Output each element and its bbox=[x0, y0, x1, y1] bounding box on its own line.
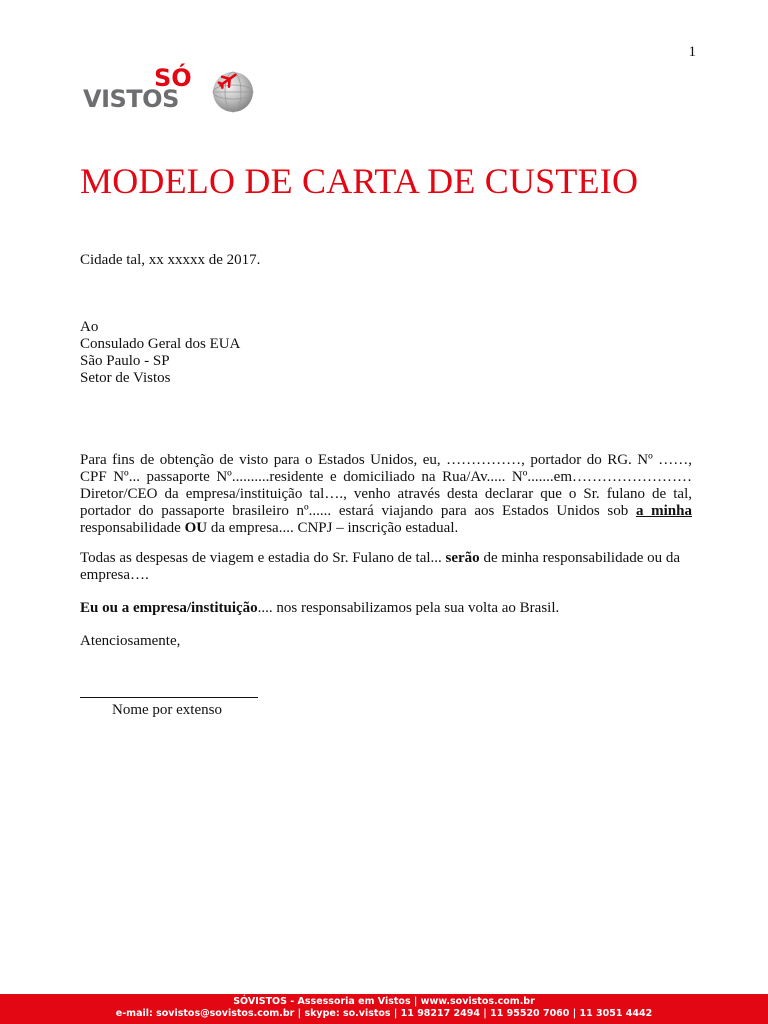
recipient-line: Setor de Vistos bbox=[80, 370, 171, 386]
recipient-block bbox=[80, 319, 692, 387]
logo-so-text: SÓ bbox=[154, 64, 192, 92]
document-title: MODELO DE CARTA DE CUSTEIO bbox=[80, 161, 639, 201]
declaration-paragraph bbox=[80, 452, 692, 537]
emphasis-text: serão bbox=[445, 550, 480, 566]
recipient-line: Consulado Geral dos EUA bbox=[80, 336, 241, 352]
footer-line: e-mail: sovistos@sovistos.com.br | skype: so.vistos | 11 98217 2494 | 11 95520 7060 | 11 3051 4442 bbox=[115, 1008, 653, 1019]
paragraph-text: Todas as despesas de viagem e estadia do Sr. Fulano de tal... bbox=[80, 550, 446, 566]
paragraph-text: Para fins de obtenção de visto para o Estados Unidos, eu, ……………, portador do RG. Nº ……, CPF Nº... passaporte Nº..........residente e domiciliado na Rua/Av..... Nº.......em…………………… Diretor/CEO da empresa/instituição tal…., venho através desta declarar que o Sr. fulano de tal, portador do passaporte brasileiro nº...... estará viajando para aos Estados Unidos sob bbox=[80, 452, 692, 519]
expenses-paragraph bbox=[80, 550, 692, 584]
recipient-line: Ao bbox=[80, 319, 99, 335]
logo-vistos-text: VISTOS bbox=[83, 85, 179, 113]
footer-line: SÓVISTOS - Assessoria em Vistos | www.sovistos.com.br bbox=[233, 996, 535, 1007]
date-line: Cidade tal, xx xxxxx de 2017. bbox=[80, 252, 261, 268]
page-number: 1 bbox=[688, 44, 696, 60]
emphasis-text: a minha bbox=[635, 503, 692, 519]
paragraph-text: .... nos responsabilizamos pela sua volta ao Brasil. bbox=[257, 600, 560, 616]
signature-name: Nome por extenso bbox=[112, 702, 222, 718]
page-footer bbox=[0, 994, 768, 1024]
paragraph-text: de minha responsabilidade ou da empresa…. bbox=[80, 550, 681, 583]
company-logo bbox=[80, 58, 258, 116]
paragraph-text: responsabilidade bbox=[80, 520, 185, 536]
emphasis-text: OU bbox=[184, 520, 208, 536]
closing-salutation: Atenciosamente, bbox=[80, 633, 181, 649]
paragraph-text: da empresa.... CNPJ – inscrição estadual. bbox=[207, 520, 459, 536]
emphasis-text: Eu ou a empresa/instituição bbox=[80, 600, 258, 616]
recipient-line: São Paulo - SP bbox=[80, 353, 170, 369]
return-paragraph bbox=[80, 600, 692, 617]
signature-line bbox=[80, 697, 258, 698]
